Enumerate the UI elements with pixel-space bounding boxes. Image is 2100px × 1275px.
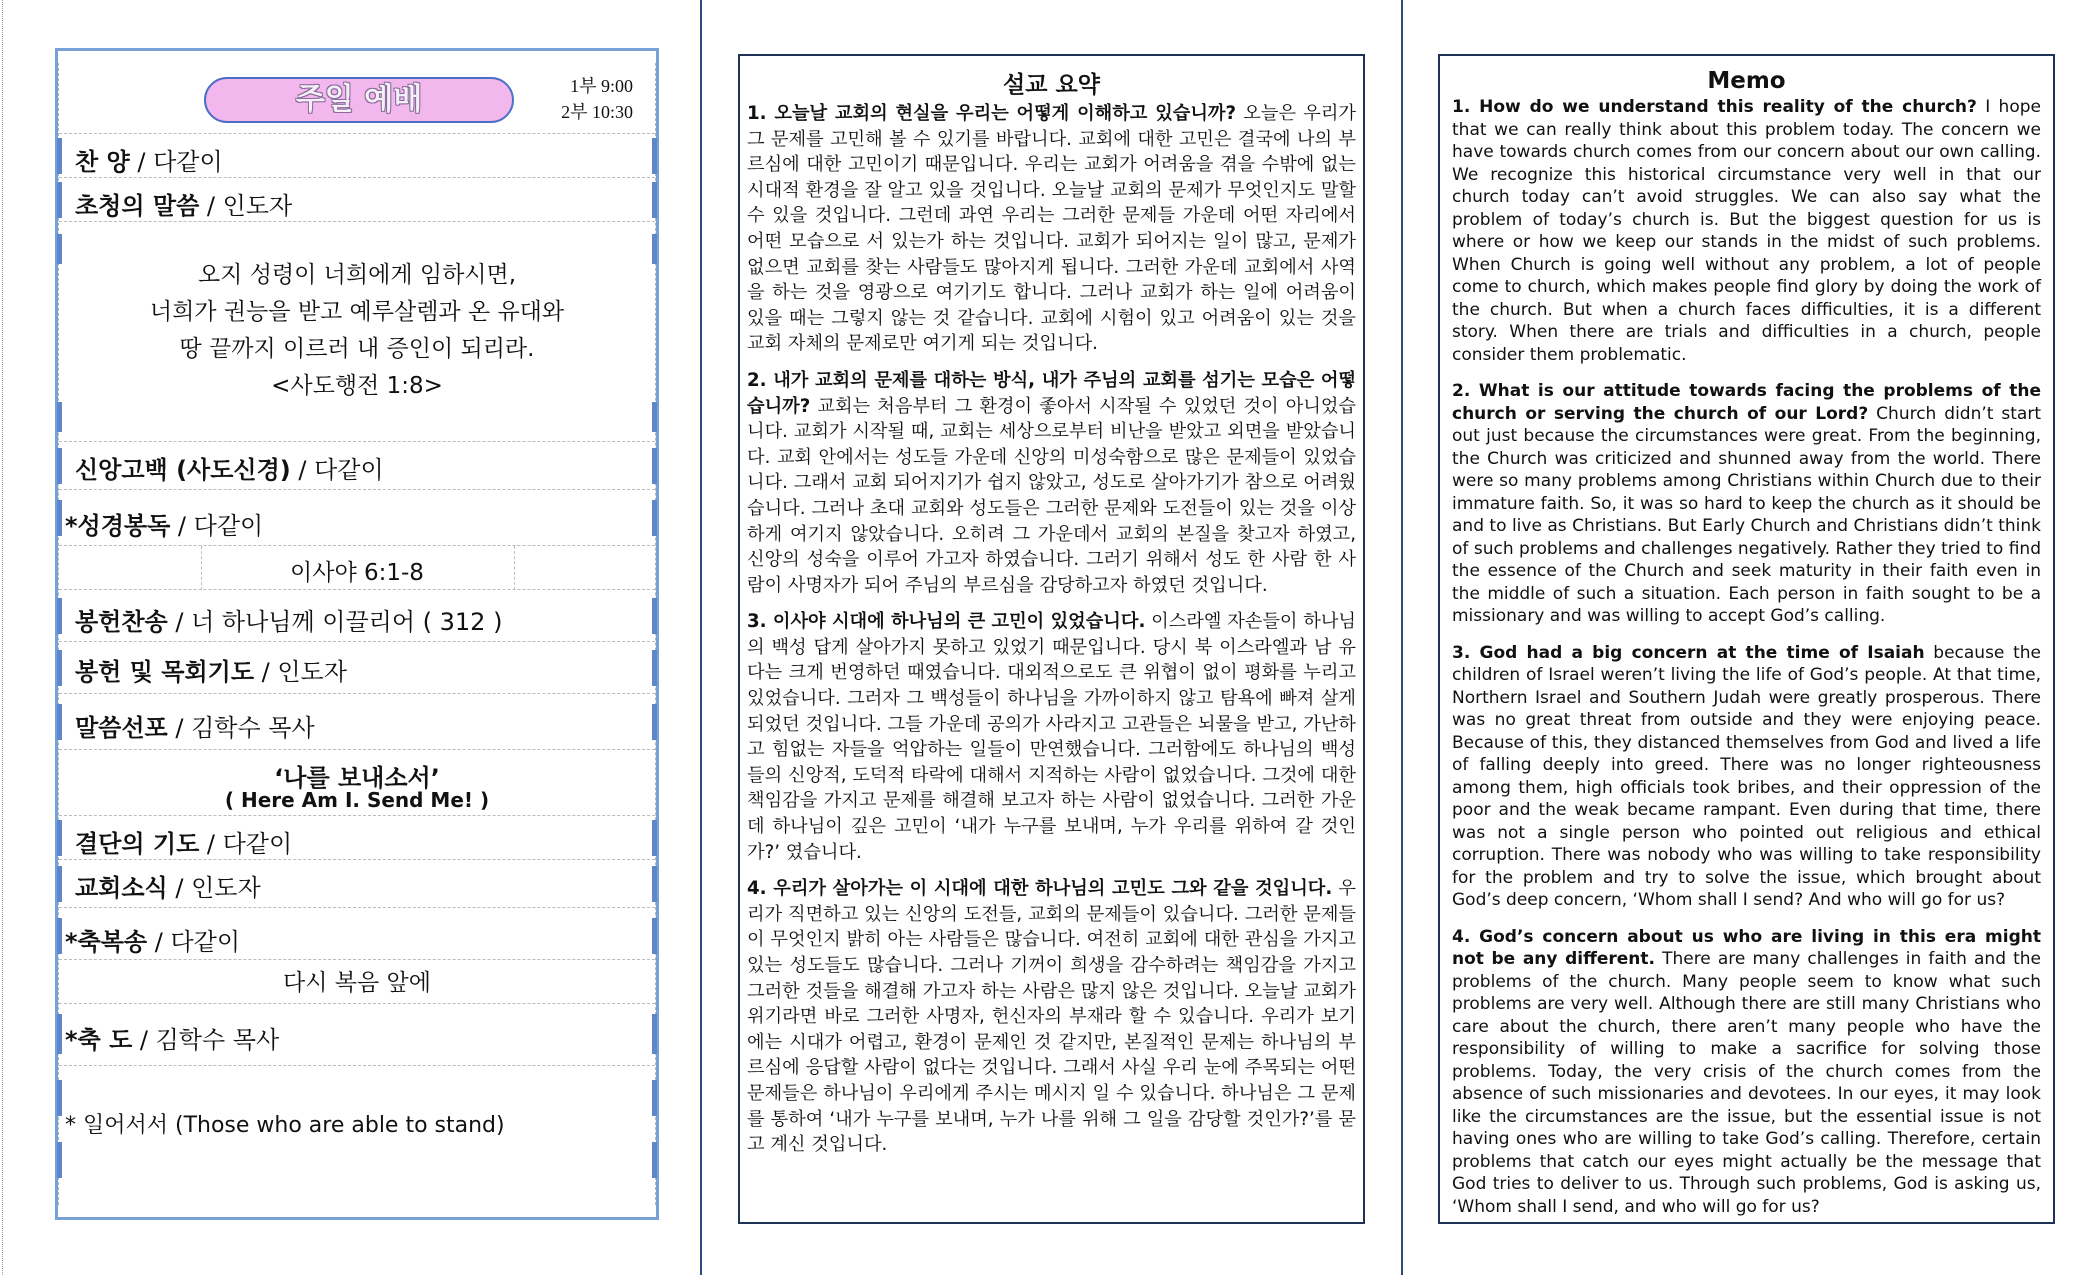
- column-divider: [700, 0, 702, 1275]
- order-item: 봉헌찬송 / 너 하나님께 이끌리어 ( 312 ): [75, 608, 503, 636]
- order-row: [59, 815, 655, 860]
- memo-panel: [1438, 54, 2055, 1224]
- sermon-paragraph: 4. 우리가 살아가는 이 시대에 대한 하나님의 고민도 그와 같을 것입니다. 우리가 직면하고 있는 신앙의 도전들, 교회의 문제들이 있습니다. 그러한 문제들이 무엇인지 밝히 아는 사람들은 많습니다. 여전히 교회에 대한 관심을 가지고 있는 성도들도 많습니다. 그러나 기꺼이 희생을 감수하려는 책임감을 가지고 그러한 것들을 해결해 가고자 하는 사람은 많지 않은 것입니다. 오늘날 교회가 위기라면 바로 그러한 사명자, 헌신자의 부재라 할 수 있습니다. 우리가 보기에는 시대가 어렵고, 환경이 문제인 것 같지만, 본질적인 문제는 하나님의 부르심에 응답할 사람이 없다는 것입니다. 그래서 사실 우리 눈에 주목되는 어떤 문제들은 하나님이 우리에게 주시는 메시지 일 수 있습니다. 하나님은 그 문제를 통하여 ‘내가 누구를 보내며, 누가 나를 위해 그 일을 감당할 것인가?’를 묻고 계신 것입니다.: [747, 878, 1356, 1156]
- sermon-paragraph: 2. 내가 교회의 문제를 대하는 방식, 내가 주님의 교회를 섬기는 모습은 어떻습니까? 교회는 처음부터 그 환경이 좋아서 시작될 수 있었던 것이 아니었습니다. 교회가 시작될 때, 교회는 세상으로부터 비난을 받았고 외면을 받았습니다. 교회 안에서는 성도들 가운데 신앙의 미성숙함으로 많은 문제들이 있었습니다. 그래서 교회 되어지기가 쉽지 않았고, 성도로 살아가기가 참으로 어려웠습니다. 그러나 초대 교회와 성도들은 그러한 문제와 도전들이 있는 것을 이상하게 여기지 않았습니다. 오히려 그 가운데서 교회의 본질을 찾고자 하였고, 신앙의 성숙을 이루어 가고자 하였습니다. 그러기 위해서 성도 한 사람 한 사람이 사명자가 되어 주님의 부르심을 감당하고자 하였던 것입니다.: [747, 369, 1356, 596]
- order-row: [59, 221, 655, 442]
- order-item: 결단의 기도 / 다같이: [75, 830, 293, 858]
- stand-footnote: * 일어서서 (Those who are able to stand): [65, 1113, 505, 1138]
- order-row: [59, 177, 655, 222]
- order-row: [59, 641, 655, 694]
- memo-paragraph: 3. God had a big concern at the time of Isaiah because the children of Israel weren’t living the life of God’s people. At that time, Northern Israel and Southern Judah were greatly prosperous. There was no great threat from outside and they were enjoying peace. Because of this, they distanced themselves from God and lived a life of falling deeply into greed. There was no longer righteousness among them, high officials took bribes, and their oppression of the poor and the weak became rampant. Even during that time, there was not a single person who pointed out religious and ethical corruption. There was nobody who was willing to take responsibility for the problem and try to solve the issue, which brought about God’s deep concern, ‘Whom shall I send? And who will go for us?: [1452, 642, 2041, 910]
- order-row: [59, 749, 655, 816]
- order-item: 찬 양 / 다같이: [75, 148, 223, 176]
- order-row: [59, 1065, 655, 1212]
- order-row: [59, 133, 655, 178]
- sermon-title-en: ( Here Am I. Send Me! ): [224, 788, 490, 812]
- order-row: [59, 441, 655, 490]
- sermon-title: ‘나를 보내소서’: [274, 764, 440, 792]
- order-item: 초청의 말씀 / 인도자: [75, 192, 293, 220]
- order-item: *축복송 / 다같이: [65, 928, 241, 956]
- sermon-heading: 설교 요약: [1003, 72, 1100, 98]
- order-row: [59, 589, 655, 642]
- page-edge-left: [2, 0, 3, 1275]
- order-row: [59, 1003, 655, 1066]
- order-row: [59, 959, 655, 1004]
- order-item: *축 도 / 김학수 목사: [65, 1026, 280, 1054]
- scripture-reading: 이사야 6:1-8: [290, 560, 424, 586]
- memo-paragraph: 4. God’s concern about us who are living in this era might not be any different. There are many challenges in faith and the problems of the church. Many people seem to know what such problems are very well. Although there are still many Christians who care about the church, there aren’t many people who have the responsibility of willing to make a sacrifice for solving those problems. Today, the very crisis of the church comes from the absence of such missionaries and devotees. In our eyes, it may look like the circumstances are the issue, but the essential issue is not having ones who are willing to take God’s calling. Therefore, certain problems that catch our eyes might actually be the message that God tries to deliver to us. Through such problems, God is asking us, ‘Whom shall I send, and who will go for us?: [1452, 926, 2041, 1217]
- column-divider: [1401, 0, 1403, 1275]
- order-inner: [58, 63, 656, 1205]
- memo-heading: Memo: [1707, 68, 1786, 94]
- service-title: 주일 예배: [204, 77, 514, 123]
- order-item: 신앙고백 (사도신경) / 다같이: [75, 456, 384, 484]
- sermon-paragraph: 3. 이사야 시대에 하나님의 큰 고민이 있었습니다. 이스라엘 자손들이 하나님의 백성 답게 살아가지 못하고 있었기 때문입니다. 당시 북 이스라엘과 남 유다는 크게 번영하던 때였습니다. 대외적으로도 큰 위협이 없이 평화를 누리고 있었습니다. 그러자 그 백성들이 하나님을 가까이하지 않고 탐욕에 빠져 살게 되었던 것입니다. 그들 가운데 공의가 사라지고 고관들은 뇌물을 받고, 가난하고 힘없는 자들을 억압하는 일들이 만연했습니다. 그러함에도 하나님의 백성들의 신앙적, 도덕적 타락에 대해서 지적하는 사람이 없었습니다. 그것에 대한 책임감을 가지고 문제를 해결해 보고자 하는 사람이 없었습니다. 그러한 가운데 하나님이 깊은 고민이 ‘내가 누구를 보내며, 누가 우리를 위하여 갈 것인가?’ 였습니다.: [747, 611, 1357, 863]
- blessing-song: 다시 복음 앞에: [283, 970, 431, 996]
- sermon-paragraph: 1. 오늘날 교회의 현실을 우리는 어떻게 이해하고 있습니까? 오늘은 우리가 그 문제를 고민해 볼 수 있기를 바랍니다. 교회에 대한 고민은 결국에 나의 부르심에 대한 고민이기 때문입니다. 우리는 교회가 어려움을 겪을 수밖에 없는 시대적 환경을 잘 알고 있을 것입니다. 오늘날 교회의 문제가 무엇인지도 말할 수 있을 것입니다. 그런데 과연 우리는 그러한 문제들 가운데 어떤 자리에서 어떤 모습으로 서 있는가 하는 것입니다. 교회가 되어지는 일이 많고, 문제가 없으면 교회를 찾는 사람들도 많아지게 됩니다. 그러한 가운데 교회에서 사역을 하는 것을 영광으로 여기기도 합니다. 그러나 교회가 하는 일에 어려움이 있을 때는 그렇지 않는 것 같습니다. 교회에 시험이 있고 어려움이 있는 것을 교회 자체의 문제로만 여기게 되는 것입니다.: [747, 103, 1357, 355]
- order-row: [59, 545, 655, 590]
- service-times: [561, 73, 633, 125]
- order-row: [59, 859, 655, 908]
- order-item: 말씀선포 / 김학수 목사: [75, 714, 315, 742]
- invitation-verse: 오지 성령이 너희에게 임하시면, 너희가 권능을 받고 예루살렘과 온 유대와 땅 끝까지 이르러 내 증인이 되리라. <사도행전 1:8>: [149, 262, 565, 399]
- order-row: [59, 489, 655, 546]
- order-row: [59, 907, 655, 960]
- memo-paragraph: 2. What is our attitude towards facing the problems of the church or serving the church of our Lord? Church didn’t start out just because the circumstances were great. From the beginning, the Church was criticized and shunned away from the world. There were so many problems among Christians within Church due to their immature faith. So, it was so hard to keep the church as it should be and to live as Christians. But Early Church and Christians didn’t think of such problems and challenges negatively. Rather they tried to find the essence of the Church and seek maturity in their faith even in the middle of such a situation. Each person in faith sought to be a missionary and was willing to accept God’s calling.: [1452, 381, 2041, 626]
- service-time-2: 2부 10:30: [561, 102, 633, 122]
- order-row: [59, 693, 655, 750]
- order-item: 봉헌 및 목회기도 / 인도자: [75, 658, 347, 686]
- order-of-service: [55, 48, 659, 1220]
- sermon-summary: [738, 54, 1365, 1224]
- memo-paragraph: 1. How do we understand this reality of the church? I hope that we can really think about this problem today. The concern we have towards church comes from our concern about our own calling. We recognize this historical circumstance very well in that our church today can’t avoid struggles. We can also say what the problem of today’s church is. But the biggest question for us is where or how we keep our stands in the midst of such problems. When Church is going well without any problem, a lot of people come to church, which makes people find glory by doing the work of the church. But when a church faces difficulties, it is a different story. When there are trials and difficulties in a church, people consider them problematic.: [1452, 97, 2041, 365]
- order-item: *성경봉독 / 다같이: [65, 512, 264, 540]
- service-time-1: 1부 9:00: [570, 76, 633, 96]
- order-item: 교회소식 / 인도자: [75, 874, 261, 902]
